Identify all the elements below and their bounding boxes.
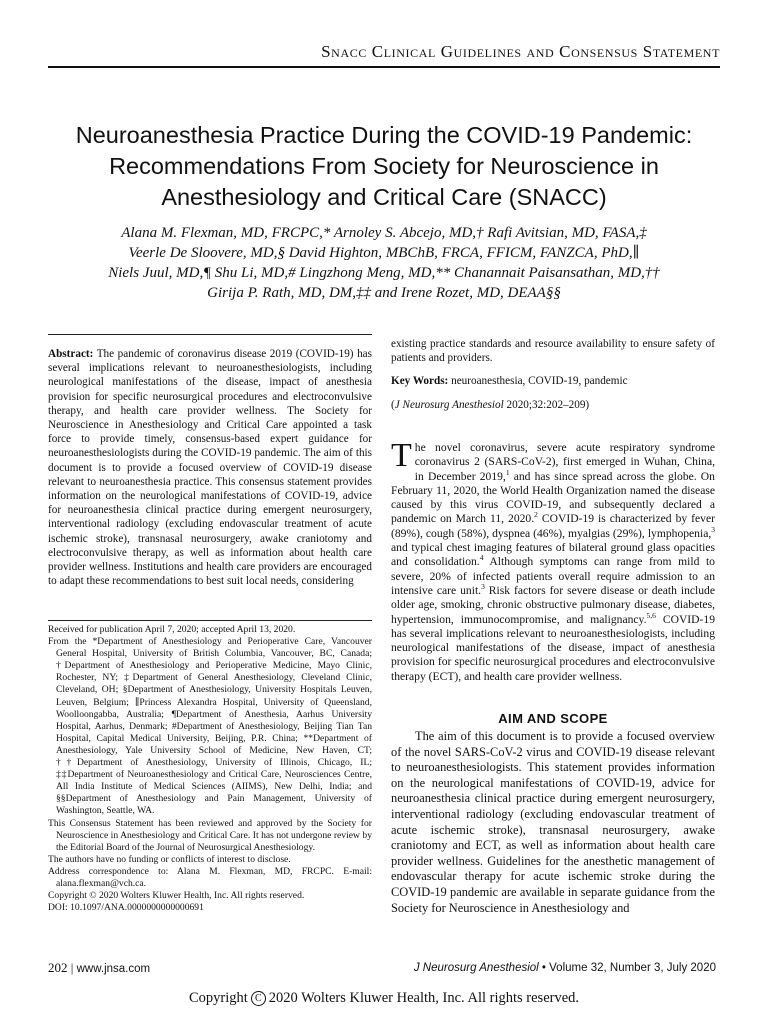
journal-url-link[interactable]: www.jnsa.com	[76, 963, 151, 975]
footer-separator: |	[67, 960, 77, 975]
author-line: Girija P. Rath, MD, DM,‡‡ and Irene Rozet, MD, DEAA§§	[207, 285, 561, 301]
keywords-text: neuroanesthesia, COVID-19, pandemic	[448, 375, 628, 387]
author-line: Niels Juul, MD,¶ Shu Li, MD,# Lingzhong Meng, MD,** Chanannait Paisansathan, MD,††	[108, 265, 660, 281]
title-line: Anesthesiology and Critical Care (SNACC)	[161, 184, 607, 210]
intro-text: COVID-19 is characterized by fever (89%), cough (58%), dyspnea (46%), myalgias (29%), lymphopenia,	[391, 512, 715, 540]
drop-cap: T	[391, 437, 412, 474]
article-notes	[48, 624, 372, 914]
footnote-rule	[48, 620, 372, 621]
citation	[391, 398, 715, 412]
citation-details: 2020;32:202–209)	[503, 399, 590, 411]
abstract-rule	[48, 334, 372, 335]
footer-journal: J Neurosurg Anesthesiol	[413, 962, 539, 974]
doi-note: DOI: 10.1097/ANA.0000000000000691	[48, 902, 204, 914]
article-title	[30, 120, 738, 213]
author-list	[30, 223, 738, 303]
citation-journal: J Neurosurg Anesthesiol	[394, 399, 504, 411]
copyright-text: 2020 Wolters Kluwer Health, Inc. All rights reserved.	[268, 990, 580, 1006]
reference-link[interactable]: 1	[505, 467, 510, 477]
intro-text: Although symptoms can range from mild to severe, 20% of infected patients overall require admission to an intensive care unit.	[391, 555, 715, 597]
aim-paragraph: The aim of this document is to provide a focused overview of the novel SARS-CoV-2 virus and COVID-19 disease relevant to neuroanesthesiologists. This statement provides information on the neurological manifestations of COVID-19, advice for neuroanesthesia clinical practice during emergent neurosurgery, interventional radiology (excluding endovascular treatment of acute ischemic stroke), transnasal neurosurgery, awake craniotomy and ECT, as well as information about health care provider wellness. Guidelines for the anesthetic management of endovascular therapy for acute ischemic stroke during the COVID-19 pandemic are available in separate guidance from the Society for Neuroscience in Anesthesiology and	[391, 729, 715, 915]
review-note: This Consensus Statement has been reviewed and approved by the Society for Neuroscience in Anesthesiology and Critical Care. It has not undergone review by the Editorial Board of the Journal of Neurosurgical Anesthesiology.	[48, 817, 372, 853]
title-line: Recommendations From Society for Neuroscience in	[109, 153, 659, 179]
reference-link[interactable]: 3	[481, 582, 485, 592]
abstract-text: The pandemic of coronavirus disease 2019 (COVID-19) has several implications relevant to neuroanesthesiologists, including neurological manifestations of the disease, impact of anesthesia provision for specific neurosurgical procedures and electroconvulsive therapy, and health care provider wellness. The Society for Neuroscience in Anesthesiology and Critical Care appointed a task force to provide timely, consensus-based expert guidance for neuroanesthesiologists during the COVID-19 pandemic. The aim of this document is to provide a focused overview of COVID-19 disease relevant to neuroanesthesia practice. This consensus statement provides information on the neurological manifestations of COVID-19, advice for neuroanesthesia clinical practice during emergent neurosurgery, interventional radiology (excluding endovascular treatment of acute ischemic stroke), transnasal neurosurgery, awake craniotomy and electroconvulsive therapy, as well as information about health care provider wellness. Institutions and health care providers are encouraged to adapt these recommendations to best suit local needs, considering	[48, 348, 372, 588]
affiliations-note: From the *Department of Anesthesiology and Perioperative Care, Vancouver General Hospital, University of British Columbia, Vancouver, BC, Canada; †Department of Anesthesiology and Perioperative Medicine, Mayo Clinic, Rochester, NY; ‡Department of General Anesthesiology, Cleveland Clinic, Cleveland, OH; §Department of Anesthesiology, University Hospitals Leuven, Leuven, Belgium; ∥Princess Alexandra Hospital, University of Queensland, Woolloongabba, Australia; ¶Department of Anesthesia, Aarhus University Hospital, Aarhus, Denmark; #Department of Anesthesiology, Beijing Tian Tan Hospital, Capital Medical University, Beijing, P.R. China; **Department of Anesthesiology, Yale University School of Medicine, New Haven, CT; ††Department of Anesthesiology, University of Illinois, Chicago, IL; ‡‡Department of Neuroanesthesiology and Critical Care, Neurosciences Centre, All India Institute of Medical Sciences (AIIMS), New Delhi, India; and §§Department of Anesthesiology and Pain Management, University of Washington, Seattle, WA.	[48, 636, 372, 817]
reference-link[interactable]: 3	[711, 524, 715, 534]
reference-link[interactable]: 5,6	[646, 610, 656, 620]
abstract-continued: existing practice standards and resource availability to ensure safety of patients and providers.	[391, 338, 715, 365]
header-rule	[48, 66, 720, 68]
abstract	[48, 347, 372, 588]
keywords	[391, 374, 715, 388]
copyright-line	[0, 990, 768, 1007]
reference-link[interactable]: 4	[479, 553, 484, 563]
introduction-paragraph	[391, 437, 715, 684]
intro-text: and has since spread across the globe. On February 11, 2020, the World Health Organization named the disease caused by this virus COVID-19, and subsequently declared a pandemic on March 11, 2020.	[391, 469, 715, 526]
section-heading-aim: AIM AND SCOPE	[498, 711, 608, 726]
abstract-label: Abstract:	[48, 348, 94, 360]
intro-text: and typical chest imaging features of bilateral ground glass opacities and consolidation.	[391, 541, 715, 569]
copyright-icon: C	[251, 991, 266, 1006]
running-header: Snacc Clinical Guidelines and Consensus Statement	[321, 42, 720, 61]
keywords-label: Key Words:	[391, 375, 449, 387]
received-note: Received for publication April 7, 2020; accepted April 13, 2020.	[48, 624, 296, 635]
footer-page-info	[48, 960, 150, 976]
footer-journal-info	[414, 962, 716, 974]
citation-open: (	[391, 399, 395, 411]
intro-text: COVID-19 has several implications relevant to neuroanesthesiologists, including neurological manifestations of the disease, impact of anesthesia provision for specific neurosurgical procedures and electroconvulsive therapy (ECT), and health care provider wellness.	[391, 612, 715, 683]
title-line: Neuroanesthesia Practice During the COVID-19 Pandemic:	[75, 122, 693, 148]
correspondence-note: Address correspondence to: Alana M. Flexman, MD, FRCPC. E-mail: alana.flexman@vch.ca.	[48, 865, 372, 889]
copyright-word: Copyright	[188, 990, 248, 1006]
reference-link[interactable]: 2	[534, 510, 538, 520]
author-line: Alana M. Flexman, MD, FRCPC,* Arnoley S. Abcejo, MD,† Rafi Avitsian, MD, FASA,‡	[121, 225, 647, 241]
footer-issue: • Volume 32, Number 3, July 2020	[538, 962, 716, 974]
author-line: Veerle De Sloovere, MD,§ David Highton, MBChB, FRCA, FFICM, FANZCA, PhD,∥	[128, 245, 640, 261]
page-number: 202	[48, 960, 68, 975]
intro-text: Risk factors for severe disease or death include older age, smoking, chronic obstructive pulmonary disease, diabetes, hypertension, immunocompromise, and malignancy.	[391, 583, 715, 626]
intro-text: he novel coronavirus, severe acute respiratory syndrome coronavirus 2 (SARS-CoV-2), first emerged in Wuhan, China, in December 2019,	[414, 441, 715, 483]
copyright-note: Copyright © 2020 Wolters Kluwer Health, Inc. All rights reserved.	[48, 890, 305, 902]
funding-note: The authors have no funding or conflicts of interest to disclose.	[48, 853, 291, 865]
